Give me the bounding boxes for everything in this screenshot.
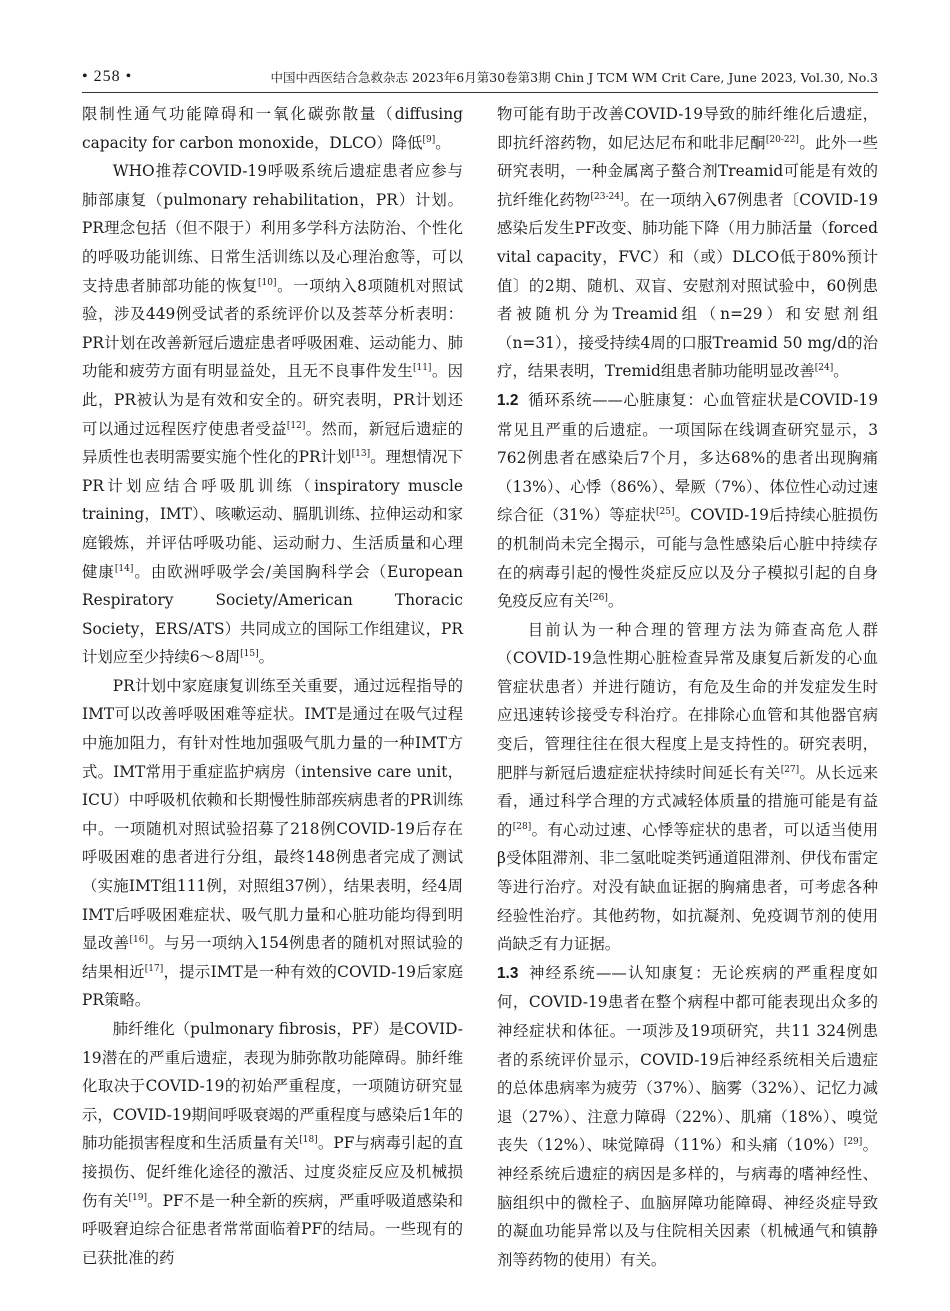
paragraph: WHO推荐COVID-19呼吸系统后遗症患者应参与肺部康复（pulmonary rehabilitation，PR）计划。PR理念包括（但不限于）利用多学科方法防治、个性化的呼吸功能训练、日常生活训练以及心理治愈等，可以支持患者肺部功能的恢复[10]。一项纳入8项随机对照试验，涉及449例受试者的系统评价以及荟萃分析表明：PR计划在改善新冠后遗症患者呼吸困难、运动能力、肺功能和疲劳方面有明显益处，且无不良事件发生[11]。因此，PR被认为是有效和安全的。研究表明，PR计划还可以通过远程医疗使患者受益[12]。然而，新冠后遗症的异质性也表明需要实施个性化的PR计划[13]。理想情况下PR计划应结合呼吸肌训练（inspiratory muscle training，IMT）、咳嗽运动、膈肌训练、拉伸运动和家庭锻炼，并评估呼吸功能、运动耐力、生活质量和心理健康[14]。由欧洲呼吸学会/美国胸科学会（European Respiratory Society/American Thoracic Society，ERS/ATS）共同成立的国际工作组建议，PR计划应至少持续6～8周[15]。 [82,162,463,667]
citation-ref[interactable]: [28] [512,821,532,832]
section-1-3: 1.3 神经系统——认知康复：无论疾病的严重程度如何，COVID-19患者在整个病程中都可能表现出众多的神经症状和体征。一项涉及19项研究，共11 324例患者的系统评价显示，COVID-19后神经系统相关后遗症的总体患病率为疲劳（37%）、脑雾（32%）、记忆力减退（27%）、注意力障碍（22%）、肌痛（18%）、嗅觉丧失（12%）、味觉障碍（11%）和头痛（10%）[29]。神经系统后遗症的病因是多样的，与病毒的嗜神经性、脑组织中的微栓子、血脑屏障功能障碍、神经炎症导致的凝血功能异常以及与住院相关因素（机械通气和镇静剂等药物的使用）有关。 [497,963,878,1269]
citation-ref[interactable]: [18] [299,1135,318,1146]
citation-ref[interactable]: [17] [144,963,164,974]
citation-ref[interactable]: [11] [412,363,432,374]
journal-citation: 中国中西医结合急救杂志 2023年6月第30卷第3期 Chin J TCM WM Crit Care, June 2023, Vol.30, No.3 [270,70,878,85]
header-rule [82,92,878,93]
citation-ref[interactable]: [10] [258,277,277,288]
paragraph: 物可能有助于改善COVID-19导致的肺纤维化后遗症，即抗纤溶药物，如尼达尼布和吡非尼酮[20-22]。此外一些研究表明，一种金属离子螯合剂Treamid可能是有效的抗纤维化药物[23-24]。在一项纳入67例患者〔COVID-19感染后发生PF改变、肺功能下降（用力肺活量（forced vital capacity，FVC）和（或）DLCO低于80%预计值〕的2期、随机、双盲、安慰剂对照试验中，60例患者被随机分为Treamid组（n=29）和安慰剂组（n=31），接受持续4周的口服Treamid 50 mg/d的治疗，结果表明，Tremid组患者肺功能明显改善[24]。 [497,105,878,381]
citation-ref[interactable]: [13] [351,449,371,460]
citation-ref[interactable]: [9] [422,134,436,145]
paragraph: 限制性通气功能障碍和一氧化碳弥散量（diffusing capacity for carbon monoxide，DLCO）降低[9]。 [82,105,463,152]
paragraph: 肺纤维化（pulmonary fibrosis，PF）是COVID-19潜在的严重后遗症，表现为肺弥散功能障碍。肺纤维化取决于COVID-19的初始严重程度，一项随访研究显示，COVID-19期间呼吸衰竭的严重程度与感染后1年的肺功能损害程度和生活质量有关[18]。PF与病毒引起的直接损伤、促纤维化途径的激活、过度炎症反应及机械损伤有关[19]。PF不是一种全新的疾病，严重呼吸道感染和呼吸窘迫综合征患者常常面临着PF的结局。一些现有的已获批准的药 [82,1020,463,1267]
page-number: • 258 • [82,68,133,85]
citation-ref[interactable]: [15] [240,649,259,660]
citation-ref[interactable]: [14] [114,563,134,574]
section-number: 1.3 [497,964,519,982]
running-header [82,60,878,86]
citation-ref[interactable]: [26] [589,593,608,604]
citation-ref[interactable]: [20-22] [765,134,799,145]
citation-ref[interactable]: [19] [128,1192,148,1203]
section-number: 1.2 [497,391,519,409]
paragraph: 目前认为一种合理的管理方法为筛查高危人群（COVID-19急性期心脏检查异常及康复后新发的心血管症状患者）并进行随访，有危及生命的并发症发生时应迅速转诊接受专科治疗。在排除心血管和其他器官病变后，管理往往在很大程度上是支持性的。研究表明，肥胖与新冠后遗症症状持续时间延长有关[27]。从长远来看，通过科学合理的方式减轻体质量的措施可能是有益的[28]。有心动过速、心悸等症状的患者，可以适当使用β受体阻滞剂、非二氢吡啶类钙通道阻滞剂、伊伐布雷定等进行治疗。对没有缺血证据的胸痛患者，可考虑各种经验性治疗。其他药物，如抗凝剂、免疫调节剂的使用尚缺乏有力证据。 [497,620,878,954]
citation-ref[interactable]: [27] [780,764,800,775]
citation-ref[interactable]: [24] [814,363,834,374]
left-column [82,100,463,1272]
citation-ref[interactable]: [16] [129,935,149,946]
citation-ref[interactable]: [25] [656,507,675,518]
citation-ref[interactable]: [29] [843,1137,863,1148]
paragraph: PR计划中家庭康复训练至关重要，通过远程指导的IMT可以改善呼吸困难等症状。IMT是通过在吸气过程中施加阻力，有针对性地加强吸气肌力量的一种IMT方式。IMT常用于重症监护病房（intensive care unit，ICU）中呼吸机依赖和长期慢性肺部疾病患者的PR训练中。一项随机对照试验招募了218例COVID-19后存在呼吸困难的患者进行分组，最终148例患者完成了测试（实施IMT组111例，对照组37例），结果表明，经4周IMT后呼吸困难症状、吸气肌力量和心脏功能均得到明显改善[16]。与另一项纳入154例患者的随机对照试验的结果相近[17]，提示IMT是一种有效的COVID-19后家庭PR策略。 [82,676,463,1010]
section-1-2: 1.2 循环系统——心脏康复：心血管症状是COVID-19常见且严重的后遗症。一项国际在线调查研究显示，3 762例患者在感染后7个月，多达68%的患者出现胸痛（13%）、心悸（86%）、晕厥（7%）、体位性心动过速综合征（31%）等症状[25]。COVID-19后持续心脏损伤的机制尚未完全揭示，可能与急性感染后心脏中持续存在的病毒引起的慢性炎症反应以及分子模拟引起的自身免疫反应有关[26]。 [497,390,878,611]
citation-ref[interactable]: [23-24] [590,191,624,202]
right-column [497,100,878,1274]
citation-ref[interactable]: [12] [286,420,306,431]
